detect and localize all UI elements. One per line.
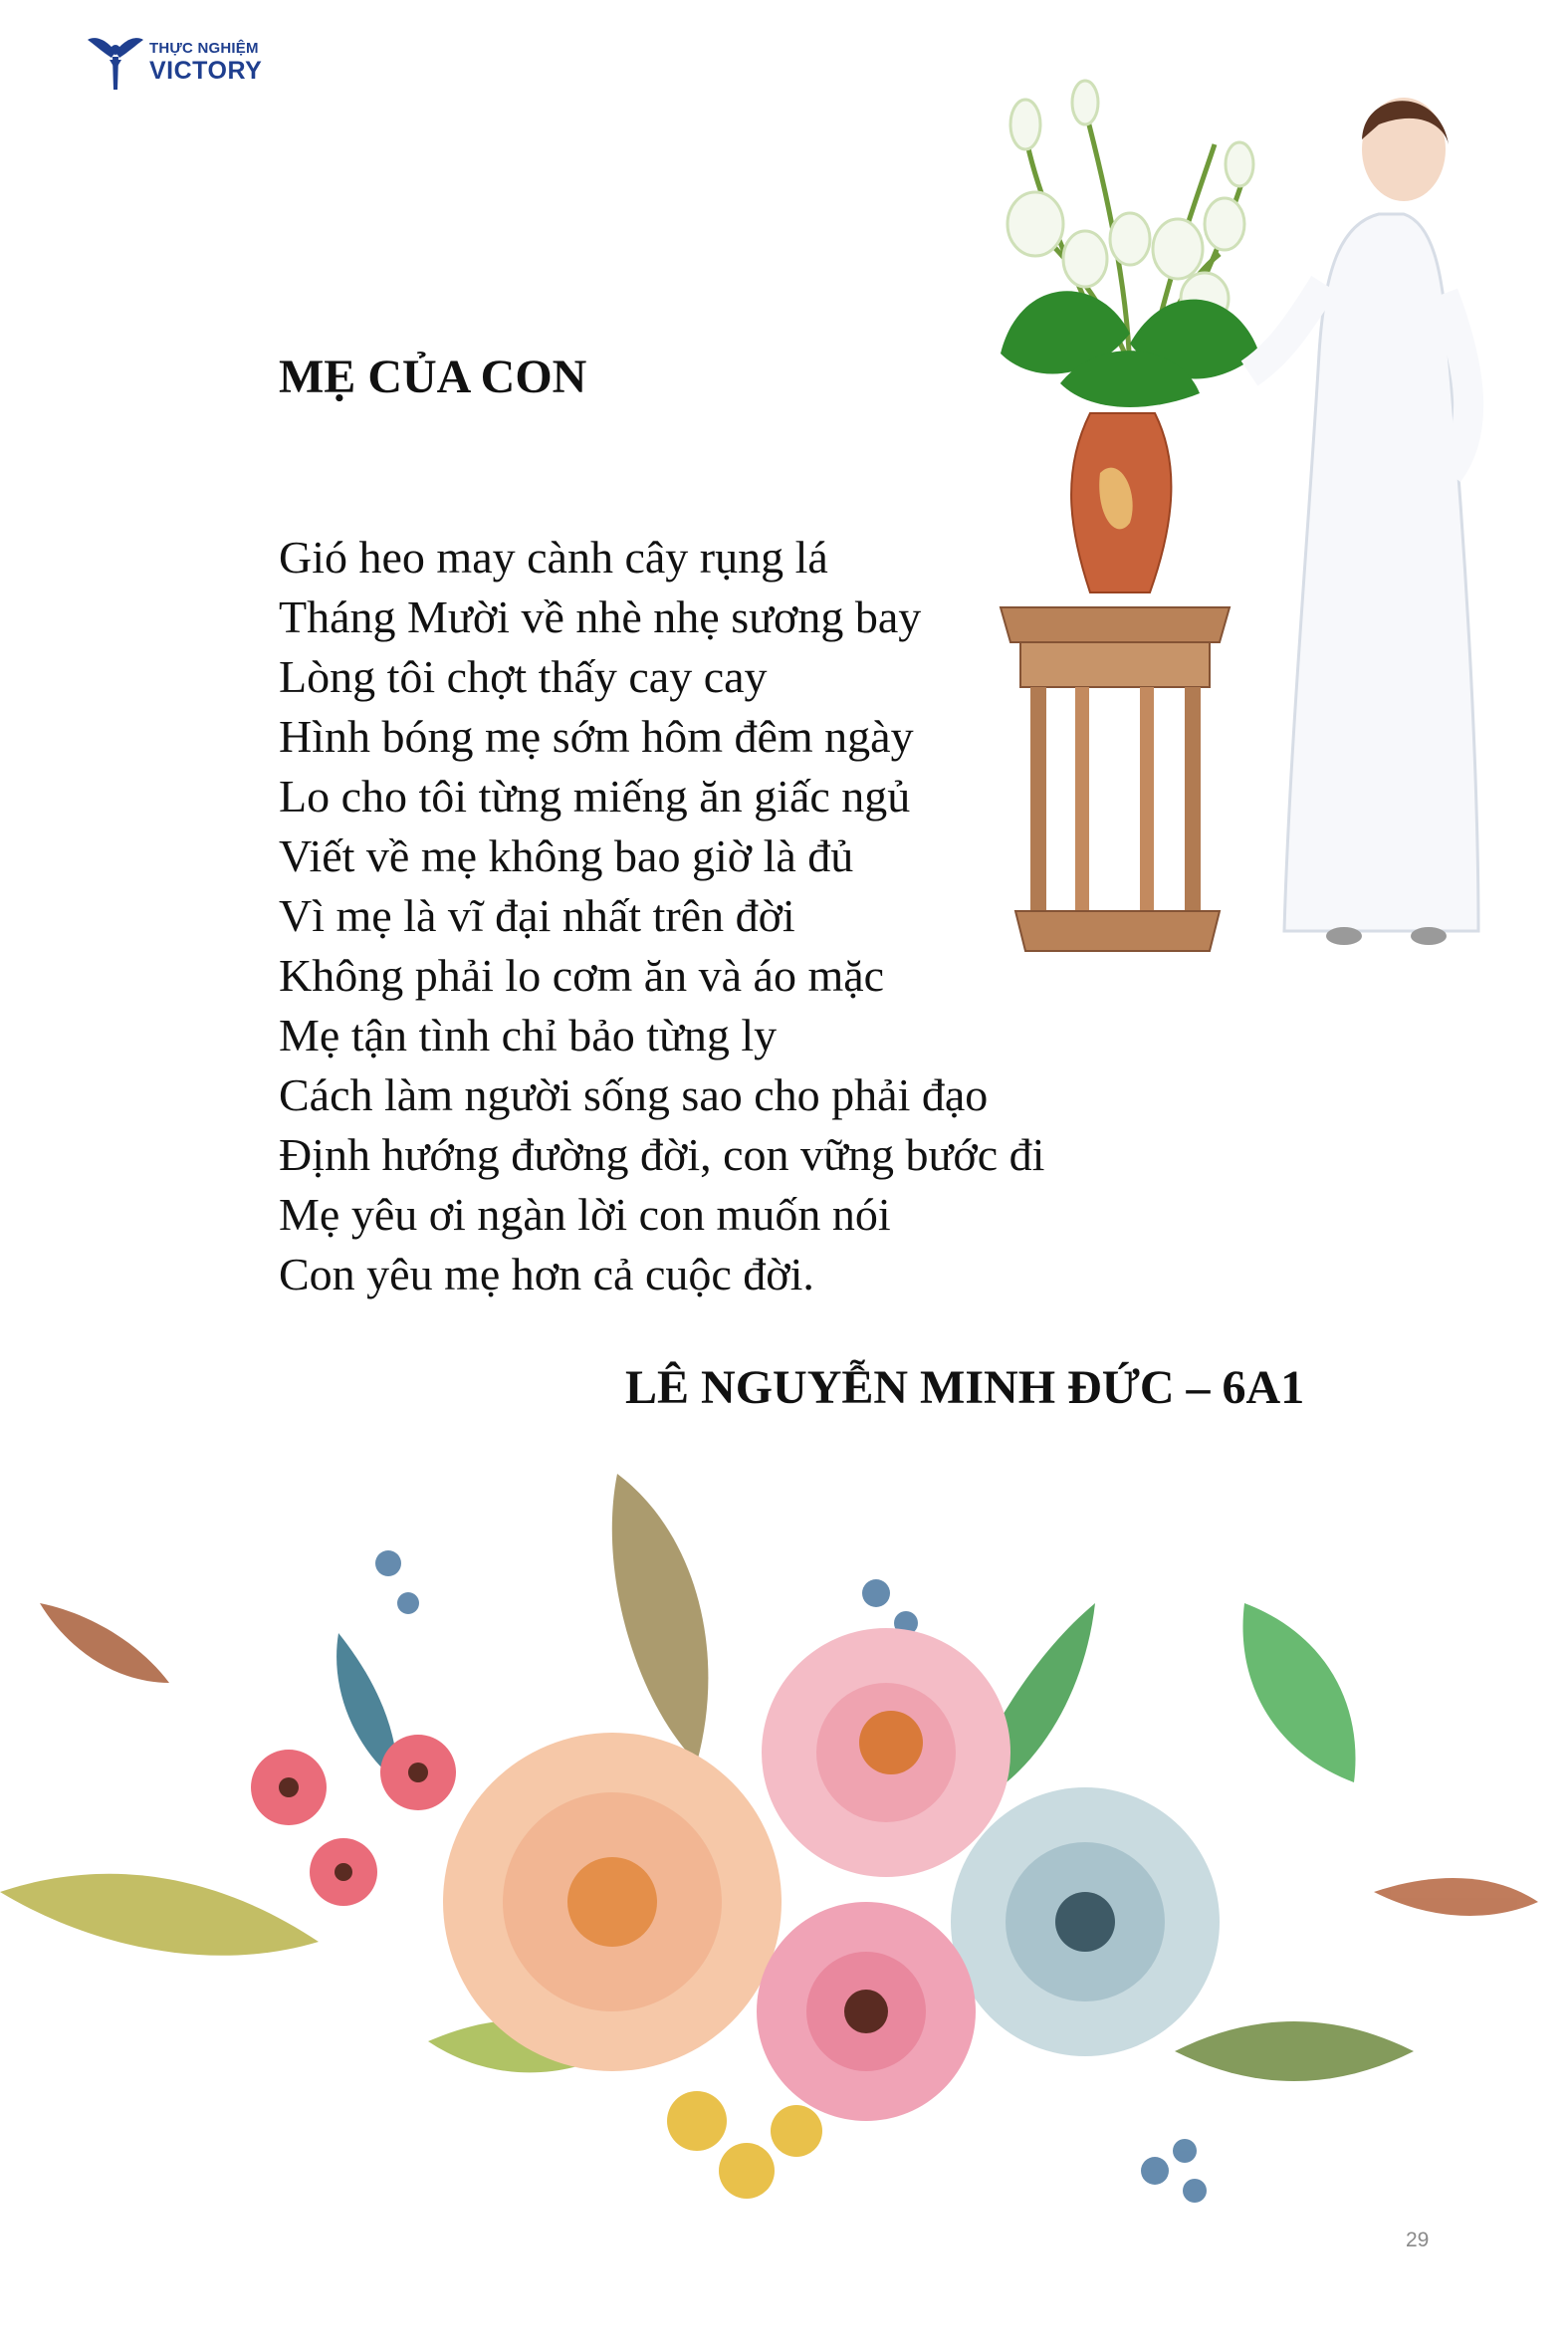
poem-line: Tháng Mười về nhè nhẹ sương bay [279, 591, 922, 642]
poem-author: LÊ NGUYỄN MINH ĐỨC – 6A1 [625, 1361, 1305, 1414]
woman-lotus-vase-image [981, 55, 1508, 1001]
logo-text-small: THỰC NGHIỆM [149, 40, 259, 57]
poem-line: Mẹ tận tình chỉ bảo từng ly [279, 1010, 778, 1060]
poem-line: Lòng tôi chợt thấy cay cay [279, 651, 768, 702]
angel-logo-icon [86, 30, 145, 96]
poem-title: MẸ CỦA CON [279, 351, 587, 403]
poem-line: Gió heo may cành cây rụng lá [279, 532, 828, 583]
poem-line: Hình bóng mẹ sớm hôm đêm ngày [279, 711, 914, 762]
poem-line: Viết về mẹ không bao giờ là đủ [279, 830, 854, 881]
victory-logo [86, 30, 285, 102]
poem-line: Cách làm người sống sao cho phải đạo [279, 1069, 989, 1120]
logo-text-large: VICTORY [149, 57, 263, 85]
poem-line: Con yêu mẹ hơn cả cuộc đời. [279, 1249, 814, 1299]
poem-body [279, 528, 1044, 1304]
watercolor-flowers-image [0, 1454, 1568, 2250]
poem-line: Lo cho tôi từng miếng ăn giấc ngủ [279, 771, 911, 822]
poem-line: Không phải lo cơm ăn và áo mặc [279, 950, 885, 1001]
poem-line: Định hướng đường đời, con vững bước đi [279, 1129, 1045, 1180]
poem-line: Mẹ yêu ơi ngàn lời con muốn nói [279, 1189, 891, 1240]
poem-line: Vì mẹ là vĩ đại nhất trên đời [279, 890, 795, 941]
page-number: 29 [1406, 2229, 1430, 2251]
